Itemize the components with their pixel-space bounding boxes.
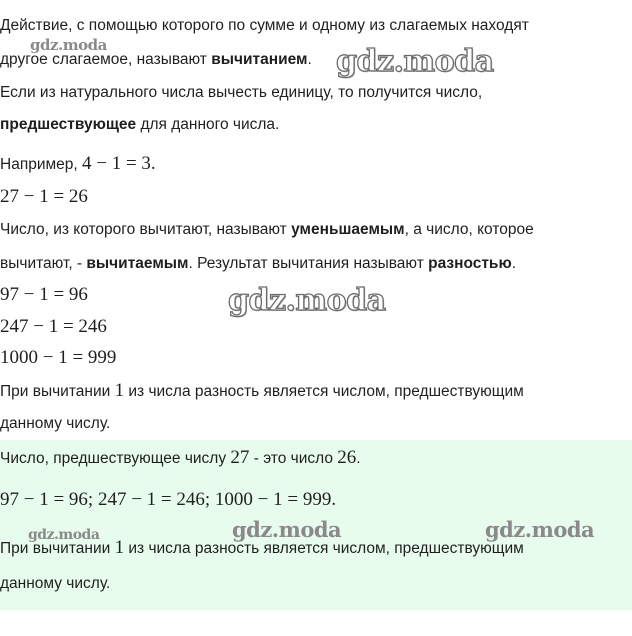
theory-line-4: предшествующее для данного числа. bbox=[0, 116, 280, 133]
equation-27: 27 − 1 = 26 bbox=[0, 186, 88, 207]
theory-line-2: другое слагаемое, называют вычитанием. bbox=[0, 51, 312, 68]
watermark-small: gdz.moda bbox=[28, 527, 100, 543]
theory-line-7: Число, из которого вычитают, называют уменьшаемым, а число, которое bbox=[0, 221, 534, 238]
theory-line-12: При вычитании 1 из числа разность является числом, предшествующим bbox=[0, 380, 524, 401]
equation-1000: 1000 − 1 = 999 bbox=[0, 347, 117, 368]
watermark-medium: gdz.moda bbox=[232, 517, 342, 542]
term-preceding: предшествующее bbox=[0, 116, 137, 133]
theory-line-8: вычитают, - вычитаемым. Результат вычитания называют разностью. bbox=[0, 255, 517, 272]
term-minuend: уменьшаемым bbox=[291, 221, 405, 238]
term-subtraction: вычитанием bbox=[211, 51, 308, 68]
theory-line-3: Если из натурального числа вычесть единицу, то получится число, bbox=[0, 84, 483, 101]
watermark-medium: gdz.moda bbox=[485, 517, 595, 542]
theory-line-1: Действие, с помощью которого по сумме и одному из слагаемых находят bbox=[0, 17, 529, 34]
answer-line-3: При вычитании 1 из числа разность является числом, предшествующим bbox=[0, 537, 524, 558]
watermark-large: gdz.moda bbox=[228, 283, 386, 318]
answer-line-1: Число, предшествующее числу 27 - это число 26. bbox=[0, 447, 361, 468]
term-difference: разностью bbox=[428, 255, 512, 272]
watermark-large: gdz.moda bbox=[336, 44, 494, 79]
answer-equations: 97 − 1 = 96; 247 − 1 = 246; 1000 − 1 = 999. bbox=[0, 489, 337, 510]
watermark-small: gdz.moda bbox=[30, 36, 107, 54]
theory-line-13: данному числу. bbox=[0, 415, 111, 432]
example-line: Например, 4 − 1 = 3. bbox=[0, 153, 156, 174]
equation-97: 97 − 1 = 96 bbox=[0, 284, 88, 305]
term-subtrahend: вычитаемым bbox=[86, 255, 189, 272]
equation-247: 247 − 1 = 246 bbox=[0, 316, 107, 337]
answer-line-4: данному числу. bbox=[0, 575, 111, 592]
